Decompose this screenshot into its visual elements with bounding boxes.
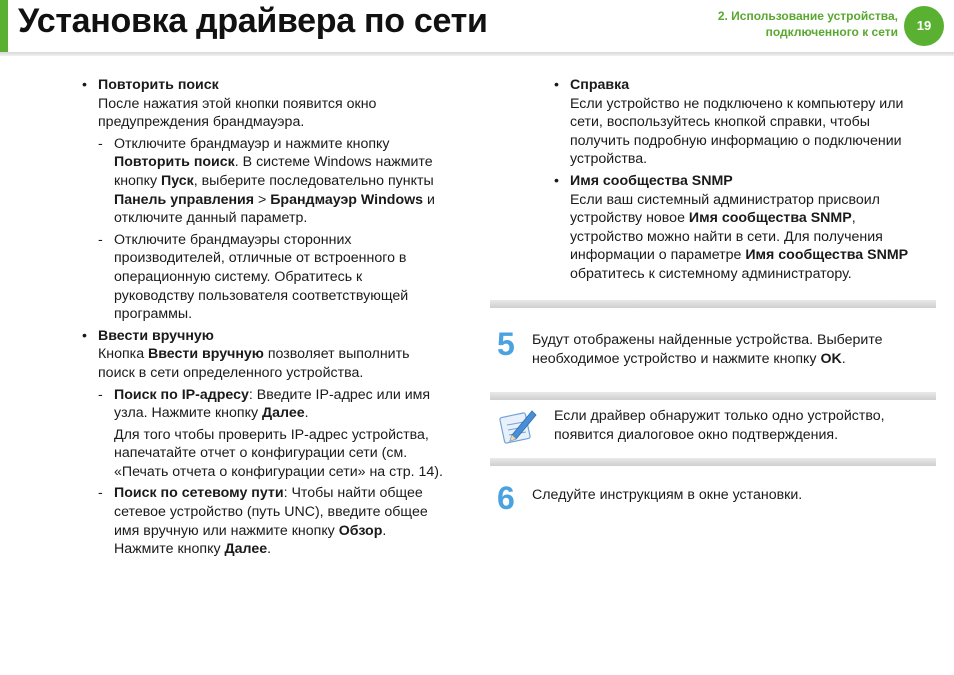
section-divider bbox=[490, 300, 936, 308]
step-5-text bbox=[532, 331, 942, 369]
manual-entry-body bbox=[82, 345, 482, 559]
text-line: - Поиск по сетевому пути: Чтобы найти общее bbox=[114, 485, 423, 502]
text-line: Если устройство не подключено к компьютеру или bbox=[570, 95, 904, 112]
text-line: программы. bbox=[114, 306, 193, 323]
text-line: устройство можно найти в сети. Для получения bbox=[570, 228, 883, 245]
bullet-retry-search-title: • Повторить поиск bbox=[82, 76, 482, 95]
text-line: операционную систему. Обратитесь к bbox=[114, 268, 363, 285]
text-line: Если драйвер обнаружит только одно устройство, bbox=[554, 408, 885, 424]
text-line: узла. Нажмите кнопку Далее. bbox=[114, 405, 309, 422]
note-bottom-divider bbox=[490, 458, 936, 466]
page-number-badge: 19 bbox=[904, 6, 944, 46]
text-line: информации о параметре Имя сообщества SNMP bbox=[570, 247, 909, 264]
text-line: поиск в сети определенного устройства. bbox=[98, 364, 364, 381]
text-line: предупреждения брандмауэра. bbox=[98, 114, 305, 131]
step-6-number: 6 bbox=[497, 480, 515, 516]
text-line: Будут отображены найденные устройства. Выберите bbox=[532, 332, 883, 348]
note-pencil-icon bbox=[498, 405, 538, 445]
bullet-help-title: • Справка bbox=[554, 76, 949, 95]
text-line: Кнопка Ввести вручную позволяет выполнить bbox=[98, 346, 410, 363]
text-line: кнопку Пуск, выберите последовательно пункты bbox=[114, 172, 434, 189]
left-column bbox=[82, 76, 482, 559]
text-line: отключите данный параметр. bbox=[114, 210, 308, 227]
dash-item-firewall bbox=[98, 135, 482, 228]
page-title: Установка драйвера по сети bbox=[18, 2, 488, 40]
text-line: получить подробную информацию о подключении bbox=[570, 132, 902, 149]
text-line: необходимое устройство и нажмите кнопку OK. bbox=[532, 351, 846, 367]
text-line: Если ваш системный администратор присвоил bbox=[570, 191, 880, 208]
right-column-top bbox=[554, 76, 949, 284]
snmp-body bbox=[554, 191, 949, 284]
note-text bbox=[554, 407, 944, 445]
text-line: устройства. bbox=[570, 151, 648, 168]
text-line: Повторить поиск. В системе Windows нажмите bbox=[114, 154, 433, 171]
text-line: - Поиск по IP-адресу: Введите IP-адрес или имя bbox=[114, 386, 431, 403]
step-5-number: 5 bbox=[497, 326, 515, 362]
header-divider bbox=[0, 52, 954, 56]
chapter-line-2: подключенного к сети bbox=[765, 25, 898, 39]
text-line: появится диалоговое окно подтверждения. bbox=[554, 427, 839, 443]
chapter-line-1: 2. Использование устройства, bbox=[717, 9, 898, 23]
bullet-snmp-title: • Имя сообщества SNMP bbox=[554, 172, 949, 191]
retry-search-body bbox=[82, 95, 482, 324]
text-line: «Печать отчета о конфигурации сети» на стр. 14). bbox=[114, 463, 443, 480]
text-line: сетевое устройство (путь UNC), введите общее bbox=[114, 504, 428, 521]
text-line: устройству новое Имя сообщества SNMP, bbox=[570, 210, 856, 227]
text-line: После нажатия этой кнопки появится окно bbox=[98, 95, 377, 112]
step-6-text bbox=[532, 486, 942, 505]
text-line: - Отключите брандмауэры сторонних bbox=[114, 231, 352, 248]
text-line: имя вручную или нажмите кнопку Обзор. bbox=[114, 522, 387, 539]
text-line: - Отключите брандмауэр и нажмите кнопку bbox=[114, 135, 390, 152]
dash-item-ip-search bbox=[98, 386, 482, 482]
text-line: обратитесь к системному администратору. bbox=[570, 265, 852, 282]
note-top-divider bbox=[490, 392, 936, 400]
header-accent-bar bbox=[0, 0, 8, 52]
chapter-heading bbox=[718, 8, 898, 40]
text-line: Следуйте инструкциям в окне установки. bbox=[532, 487, 803, 503]
text-line: Панель управления > Брандмауэр Windows и bbox=[114, 191, 435, 208]
text-line: напечатайте отчет о конфигурации сети (см. bbox=[114, 445, 408, 462]
dash-item-network-path bbox=[98, 484, 482, 558]
text-line: Нажмите кнопку Далее. bbox=[114, 541, 272, 558]
dash-item-third-party bbox=[98, 231, 482, 324]
bullet-manual-entry-title: • Ввести вручную bbox=[82, 327, 482, 346]
help-body bbox=[554, 95, 949, 169]
text-line: Для того чтобы проверить IP-адрес устройства, bbox=[114, 426, 429, 443]
text-line: производителей, отличные от встроенного в bbox=[114, 250, 407, 267]
text-line: сети, воспользуйтесь кнопкой справки, чтобы bbox=[570, 114, 870, 131]
text-line: руководству пользователя соответствующей bbox=[114, 287, 409, 304]
